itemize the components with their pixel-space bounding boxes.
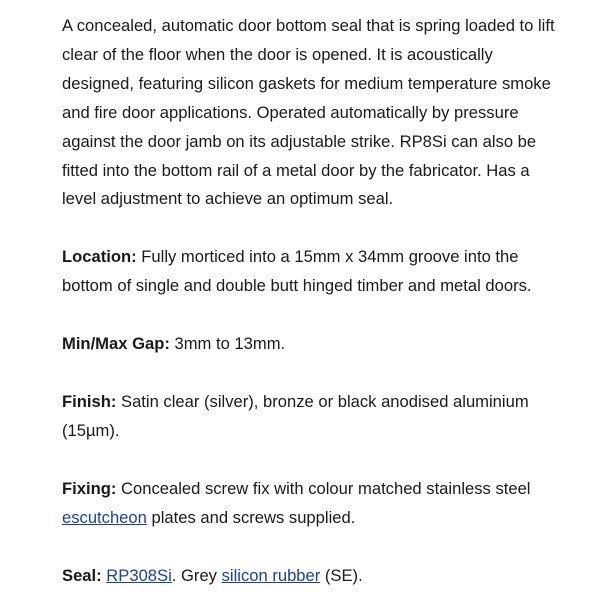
seal-spec (62, 562, 562, 591)
finish-value: Satin clear (silver), bronze or black anodised aluminium (15µm). (62, 392, 529, 440)
seal-text-after: (SE). (320, 565, 363, 585)
product-description (62, 12, 562, 591)
intro-paragraph: A concealed, automatic door bottom seal that is spring loaded to lift clear of the floor when the door is opened. It is acoustically designed, featuring silicon gaskets for medium temperature smoke and fire door applications. Operated automatically by pressure against the door jamb on its adjustable strike. RP8Si can also be fitted into the bottom rail of a metal door by the fabricator. Has a level adjustment to achieve an optimum seal. (62, 16, 555, 209)
gap-label: Min/Max Gap: (62, 334, 170, 354)
gap-spec (62, 330, 562, 359)
location-spec (62, 243, 562, 301)
fixing-text-after: plates and screws supplied. (146, 507, 356, 527)
seal-label: Seal: (62, 565, 102, 585)
gap-value: 3mm to 13mm. (169, 334, 286, 354)
finish-label: Finish: (62, 392, 117, 412)
seal-text-mid: . Grey (171, 565, 222, 585)
finish-spec (62, 388, 562, 446)
location-label: Location: (62, 247, 137, 267)
fixing-spec (62, 475, 562, 533)
rp308si-link[interactable]: RP308Si (106, 565, 172, 585)
escutcheon-link[interactable]: escutcheon (62, 507, 147, 527)
fixing-text-before: Concealed screw fix with colour matched stainless steel (116, 478, 531, 498)
silicon-rubber-link[interactable]: silicon rubber (221, 565, 321, 585)
fixing-label: Fixing: (62, 478, 117, 498)
location-value: Fully morticed into a 15mm x 34mm groove into the bottom of single and double butt hinged timber and metal doors. (62, 247, 532, 296)
